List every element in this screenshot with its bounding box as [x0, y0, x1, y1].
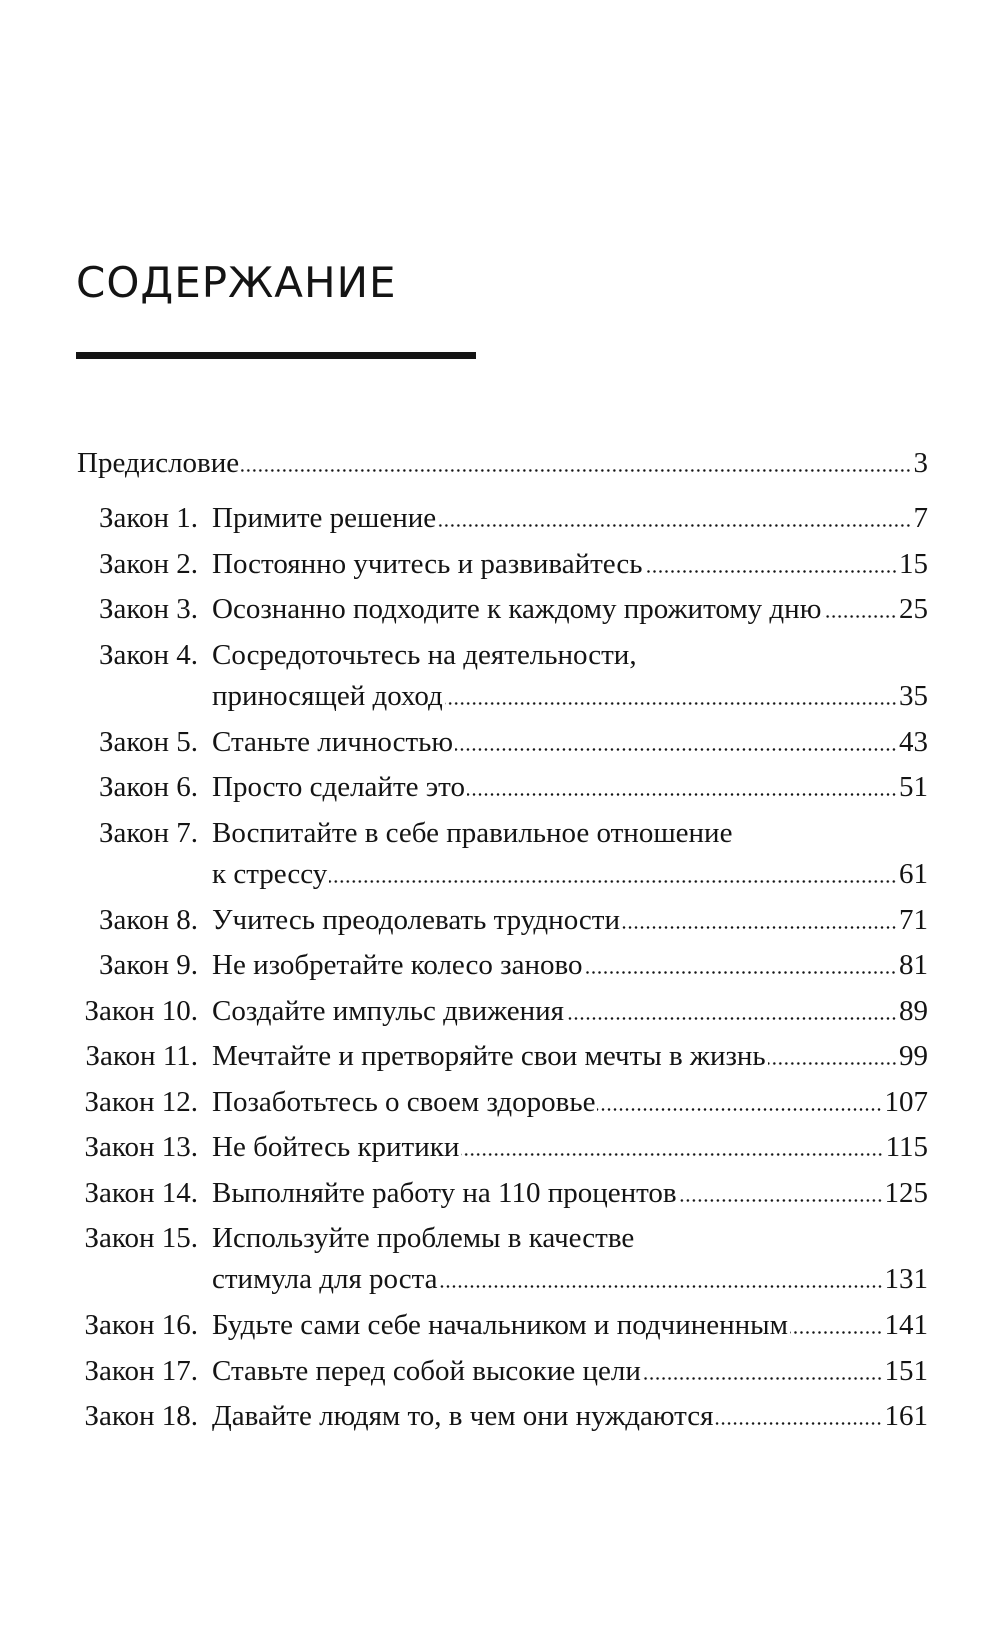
- dot-leader: [566, 1017, 897, 1020]
- toc-page-number: 141: [884, 1309, 928, 1341]
- law-number-label: Закон 2.: [98, 547, 198, 580]
- page-title: СОДЕРЖАНИЕ: [76, 258, 397, 307]
- toc-entry-title: Осознанно подходите к каждому прожитому дню: [212, 593, 822, 625]
- toc-page-number: 43: [899, 725, 928, 758]
- toc-entry-line: [212, 679, 928, 713]
- dot-leader: [597, 1108, 882, 1111]
- toc-entry-line: [212, 547, 928, 581]
- toc-entry-title: Создайте импульс движения: [212, 994, 565, 1027]
- toc-page-number: 115: [885, 1131, 928, 1163]
- law-number-label: Закон 10.: [84, 994, 198, 1027]
- toc-entry-title: Не бойтесь критики: [212, 1131, 460, 1163]
- toc-entry-line: [212, 1130, 928, 1164]
- toc-entry-line: [212, 1399, 928, 1433]
- toc-entry-line: [212, 501, 928, 535]
- toc-entry-line: [212, 1176, 928, 1210]
- toc-entry-title-line2: приносящей доход: [212, 679, 443, 712]
- dot-leader: [622, 926, 897, 929]
- dot-leader: [329, 880, 897, 883]
- toc-page-number: 151: [884, 1354, 928, 1387]
- toc-entry-title-line1: Используйте проблемы в качестве: [212, 1222, 635, 1254]
- toc-page-number: 99: [899, 1040, 928, 1072]
- toc-page-number: 81: [899, 949, 928, 981]
- toc-entry-line: [212, 592, 928, 626]
- toc-entry-line: [212, 1308, 928, 1342]
- dot-leader: [440, 1285, 883, 1288]
- toc-entry-title: Мечтайте и претворяйте свои мечты в жизнь: [212, 1040, 766, 1072]
- toc-entry-title: Постоянно учитесь и развивайтесь: [212, 547, 643, 580]
- toc-entry-line: [212, 725, 928, 759]
- toc-entry-title: Позаботьтесь о своем здоровье: [212, 1085, 596, 1118]
- toc-entry-title: Учитесь преодолевать трудности: [212, 903, 620, 936]
- dot-leader: [438, 524, 911, 527]
- law-number-label: Закон 12.: [84, 1085, 198, 1118]
- law-number-label: Закон 5.: [98, 725, 198, 758]
- law-number-label: Закон 6.: [98, 771, 198, 803]
- law-number-label: Закон 17.: [84, 1354, 198, 1387]
- toc-entry-title-line2: к стрессу: [212, 857, 328, 890]
- toc-page-number: 131: [884, 1263, 928, 1295]
- dot-leader: [790, 1331, 882, 1334]
- law-number-label: Закон 8.: [98, 903, 198, 936]
- toc-entry-line: [212, 770, 928, 804]
- toc-entry-title: Выполняйте работу на 110 процентов: [212, 1176, 677, 1209]
- dot-leader: [823, 615, 897, 618]
- dot-leader: [584, 971, 897, 974]
- toc-page-number: 3: [913, 447, 928, 479]
- dot-leader: [645, 570, 898, 573]
- dot-leader: [643, 1377, 883, 1380]
- toc-page-number: 7: [913, 502, 928, 534]
- toc-page-number: 125: [884, 1176, 928, 1209]
- toc-entry-line: [212, 1085, 928, 1119]
- dot-leader: [455, 748, 897, 751]
- toc-entry-title: Будьте сами себе начальником и подчиненным: [212, 1309, 789, 1341]
- toc-page-number: 61: [899, 857, 928, 890]
- toc-page-number: 71: [899, 903, 928, 936]
- dot-leader: [467, 793, 897, 796]
- dot-leader: [715, 1422, 882, 1425]
- law-number-label: Закон 16.: [84, 1309, 198, 1341]
- dot-leader: [241, 469, 911, 472]
- toc-entry-title: Станьте личностью: [212, 725, 454, 758]
- toc-entry-title: Примите решение: [212, 502, 437, 534]
- law-number-label: Закон 18.: [84, 1400, 198, 1432]
- law-number-label: Закон 9.: [98, 949, 198, 981]
- toc-entry-line: [212, 857, 928, 891]
- toc-page-number: 51: [899, 771, 928, 803]
- dot-leader: [768, 1062, 897, 1065]
- law-number-label: Закон 15.: [84, 1222, 198, 1254]
- dot-leader: [679, 1199, 883, 1202]
- law-number-label: Закон 14.: [84, 1176, 198, 1209]
- toc-entry-line: [212, 1039, 928, 1073]
- law-number-label: Закон 13.: [84, 1131, 198, 1163]
- law-number-label: Закон 1.: [98, 502, 198, 534]
- toc-entry-line: [212, 994, 928, 1028]
- toc-entry-line: [212, 1262, 928, 1296]
- law-number-label: Закон 7.: [98, 816, 198, 849]
- toc-page-number: 35: [899, 679, 928, 712]
- toc-entry-title: Не изобретайте колесо заново: [212, 949, 583, 981]
- law-number-label: Закон 11.: [85, 1040, 198, 1072]
- toc-entry-line: [212, 948, 928, 982]
- toc-entry-title-line1: Сосредоточьтесь на деятельности,: [212, 638, 637, 671]
- toc-entry-line: [212, 1354, 928, 1388]
- toc-entry-title: Давайте людям то, в чем они нуждаются: [212, 1400, 714, 1432]
- toc-entry-title-line1: Воспитайте в себе правильное отношение: [212, 816, 733, 849]
- toc-entry-line: [212, 903, 928, 937]
- toc-entry-line: [77, 446, 928, 480]
- toc-page-number: 161: [884, 1400, 928, 1432]
- toc-page-number: 25: [899, 593, 928, 625]
- toc-page-number: 89: [899, 994, 928, 1027]
- toc-entry-title-line2: стимула для роста: [212, 1263, 438, 1295]
- toc-entry-title: Предисловие: [77, 447, 240, 479]
- toc-page-number: 15: [899, 547, 928, 580]
- dot-leader: [461, 1153, 883, 1156]
- toc-entry-title: Ставьте перед собой высокие цели: [212, 1354, 641, 1387]
- dot-leader: [445, 702, 897, 705]
- law-number-label: Закон 3.: [98, 593, 198, 625]
- toc-page-number: 107: [884, 1085, 928, 1118]
- toc-entry-title: Просто сделайте это: [212, 771, 465, 803]
- law-number-label: Закон 4.: [98, 638, 198, 671]
